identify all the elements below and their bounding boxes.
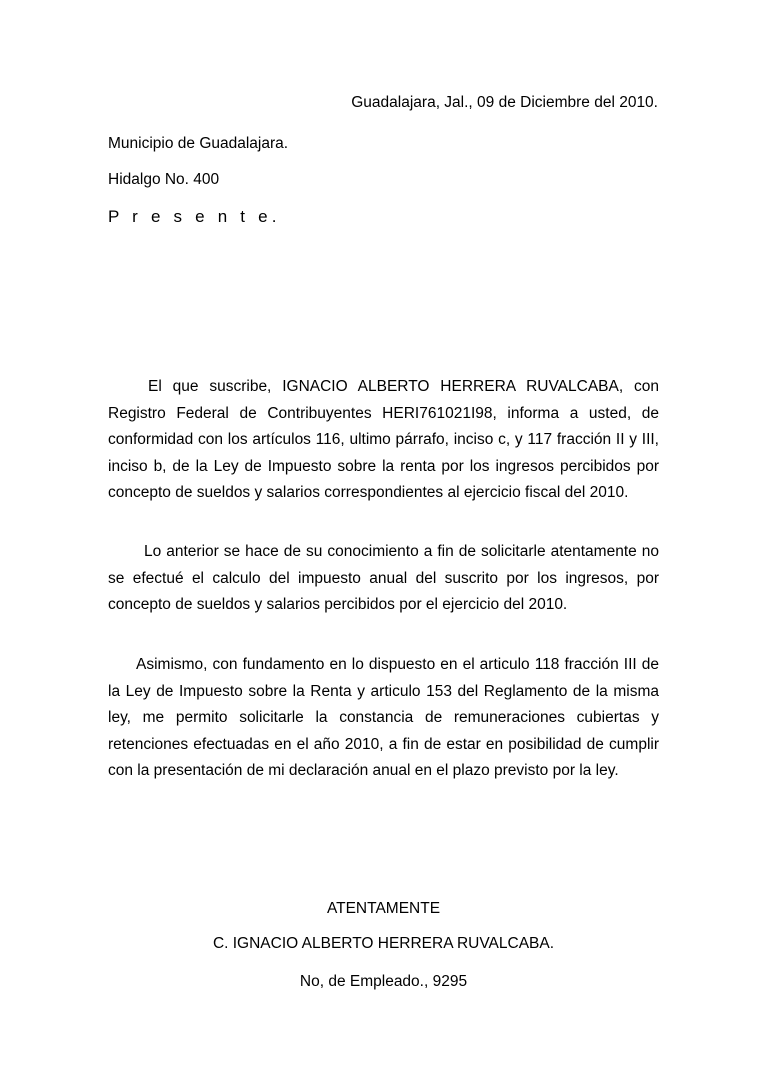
signer-name: C. IGNACIO ALBERTO HERRERA RUVALCABA. (212, 935, 555, 952)
body-paragraph-1: El que suscribe, IGNACIO ALBERTO HERRERA RUVALCABA, con Registro Federal de Contribuyentes HERI761021I98, informa a usted, de conformidad con los artículos 116, ultimo párrafo, inciso c, y 117 fracción II y III, inciso b, de la Ley de Impuesto sobre la renta por los ingresos percibidos por concepto de sueldos y salarios correspondientes al ejercicio fiscal del 2010. (108, 378, 659, 501)
closing: ATENTAMENTE (326, 900, 441, 917)
employee-number: No, de Empleado., 9295 (299, 973, 468, 990)
body-paragraph-3: Asimismo, con fundamento en lo dispuesto en el articulo 118 fracción III de la Ley de Impuesto sobre la Renta y articulo 153 del Reglamento de la misma ley, me permito solicitarle la constancia de remuneraciones cubiertas y retenciones efectuadas en el año 2010, a fin de estar en posibilidad de cumplir con la presentación de mi declaración anual en el plazo previsto por la ley. (108, 656, 659, 779)
body-paragraph-2: Lo anterior se hace de su conocimiento a fin de solicitarle atentamente no se efectué el calculo del impuesto anual del suscrito por los ingresos, por concepto de sueldos y salarios percibidos por el ejercicio del 2010. (108, 543, 659, 613)
recipient-line-2: Hidalgo No. 400 (108, 171, 220, 188)
date-line: Guadalajara, Jal., 09 de Diciembre del 2010. (351, 94, 658, 111)
salutation: P r e s e n t e. (108, 207, 281, 226)
recipient-line-1: Municipio de Guadalajara. (108, 135, 289, 152)
